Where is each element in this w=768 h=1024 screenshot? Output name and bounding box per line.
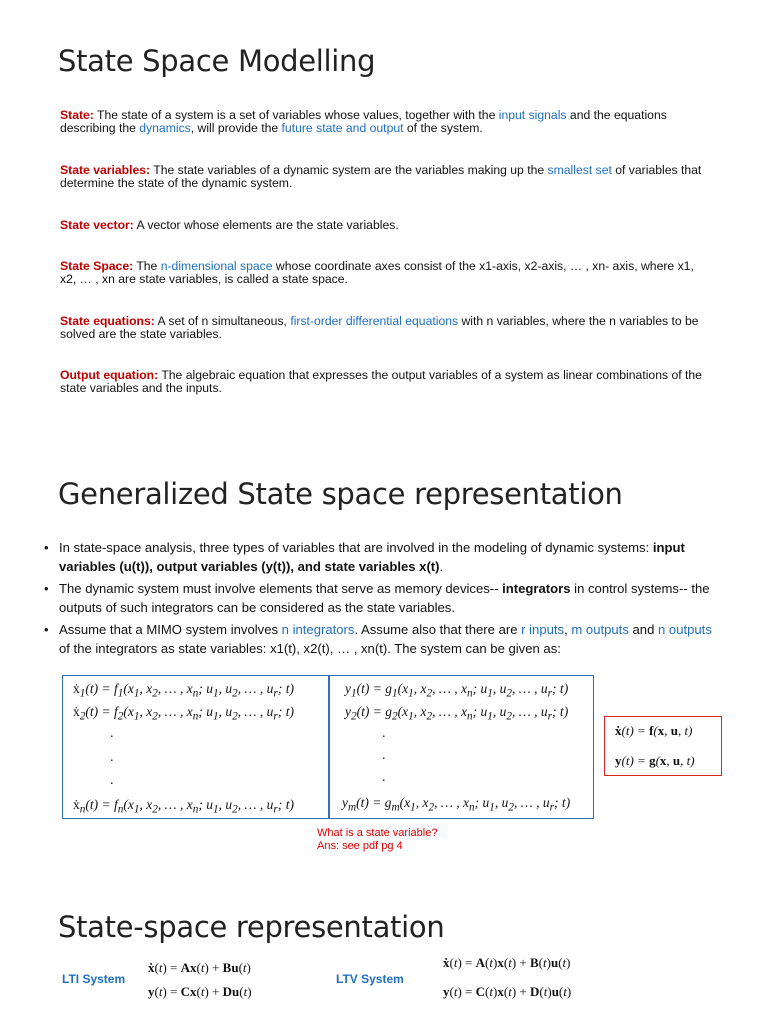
bullet-variable-types: • In state-space analysis, three types of variables that are involved in the modeling of dynamic systems: input variables (u(t)), output variables (y(t)), and state variables x(t).: [44, 538, 724, 576]
ltv-output-equation: y(t) = C(t)x(t) + D(t)u(t): [443, 984, 572, 999]
ellipsis-dot: .: [382, 726, 386, 741]
definition-state: State: The state of a system is a set of variables whose values, together with the input signals and the equations describing the dynamics, will provide the future state and output of the system.: [60, 108, 667, 135]
lti-system-label: LTI System: [62, 972, 126, 986]
section-title-generalized-representation: Generalized State space representation: [58, 477, 623, 511]
definition-state-space: State Space: The n-dimensional space whose coordinate axes consist of the x1-axis, x2-axis, … , xn- axis, where x1, x2, … , xn are state variables, is called a state space.: [60, 259, 694, 286]
definition-output-equation: Output equation: The algebraic equation that expresses the output variables of a system as linear combinations of the state variables and the inputs.: [60, 368, 702, 395]
ellipsis-dot: .: [110, 750, 114, 765]
ellipsis-dot: .: [382, 748, 386, 763]
output-equations-box: [329, 675, 594, 819]
ellipsis-dot: .: [110, 773, 114, 788]
bullet-mimo-system: • Assume that a MIMO system involves n integrators. Assume also that there are r inputs, m outputs and n outputs of the integrators as state variables: x1(t), x2(t), … , xn(t). The system can be given as:: [44, 620, 724, 658]
vector-output-equation: y(t) = g(x, u, t): [615, 753, 695, 768]
output-equation-m: $y_m(t) = g_m(x_1$, $x_2$, … , $x_n$; $u_1$, $u_2$, … , $u_r$; t): [342, 795, 571, 814]
lti-output-equation: y(t) = Cx(t) + Du(t): [148, 984, 252, 999]
lti-state-equation: ẋ(t) = Ax(t) + Bu(t): [148, 960, 251, 975]
state-equation-1: ẋ$_1$(t) = $f_1(x_1$, $x_2$, … , $x_n$; $u_1$, $u_2$, … , $u_r$; t): [73, 681, 294, 700]
definition-state-equations: State equations: A set of n simultaneous, first-order differential equations with n variables, where the n variables to be solved are the state variables.: [60, 314, 699, 341]
ellipsis-dot: .: [110, 726, 114, 741]
state-equation-n: ẋ$_n$(t) = $f_n(x_1$, $x_2$, … , $x_n$; $u_1$, $u_2$, … , $u_r$; t): [73, 797, 294, 816]
definition-state-vector: State vector: A vector whose elements are the state variables.: [60, 218, 399, 232]
state-equation-2: ẋ$_2$(t) = $f_2(x_1$, $x_2$, … , $x_n$; $u_1$, $u_2$, … , $u_r$; t): [73, 704, 294, 723]
vector-state-equation: ẋ(t) = f(x, u, t): [615, 723, 693, 738]
output-equation-2: $y_2(t) = g_2(x_1$, $x_2$, … , $x_n$; $u_1$, $u_2$, … , $u_r$; t): [345, 704, 569, 723]
section-title-state-space-representation: State-space representation: [58, 910, 445, 944]
state-equations-box: [62, 675, 329, 819]
ltv-system-label: LTV System: [336, 972, 404, 986]
bullet-integrators: • The dynamic system must involve elements that serve as memory devices-- integrators in control systems-- the outputs of such integrators can be considered as the state variables.: [44, 579, 724, 617]
section-title-state-space-modelling: State Space Modelling: [58, 44, 376, 78]
output-equation-1: $y_1(t) = g_1(x_1$, $x_2$, … , $x_n$; $u_1$, $u_2$, … , $u_r$; t): [345, 681, 569, 700]
definition-state-variables: State variables: The state variables of a dynamic system are the variables making up the smallest set of variables that determine the state of the dynamic system.: [60, 163, 702, 190]
ellipsis-dot: .: [382, 770, 386, 785]
bullet-list: [44, 538, 724, 661]
vector-form-equations-box: [604, 716, 722, 776]
annotation-note: What is a state variable? Ans: see pdf pg 4: [317, 827, 438, 852]
ltv-state-equation: ẋ(t) = A(t)x(t) + B(t)u(t): [443, 955, 571, 970]
